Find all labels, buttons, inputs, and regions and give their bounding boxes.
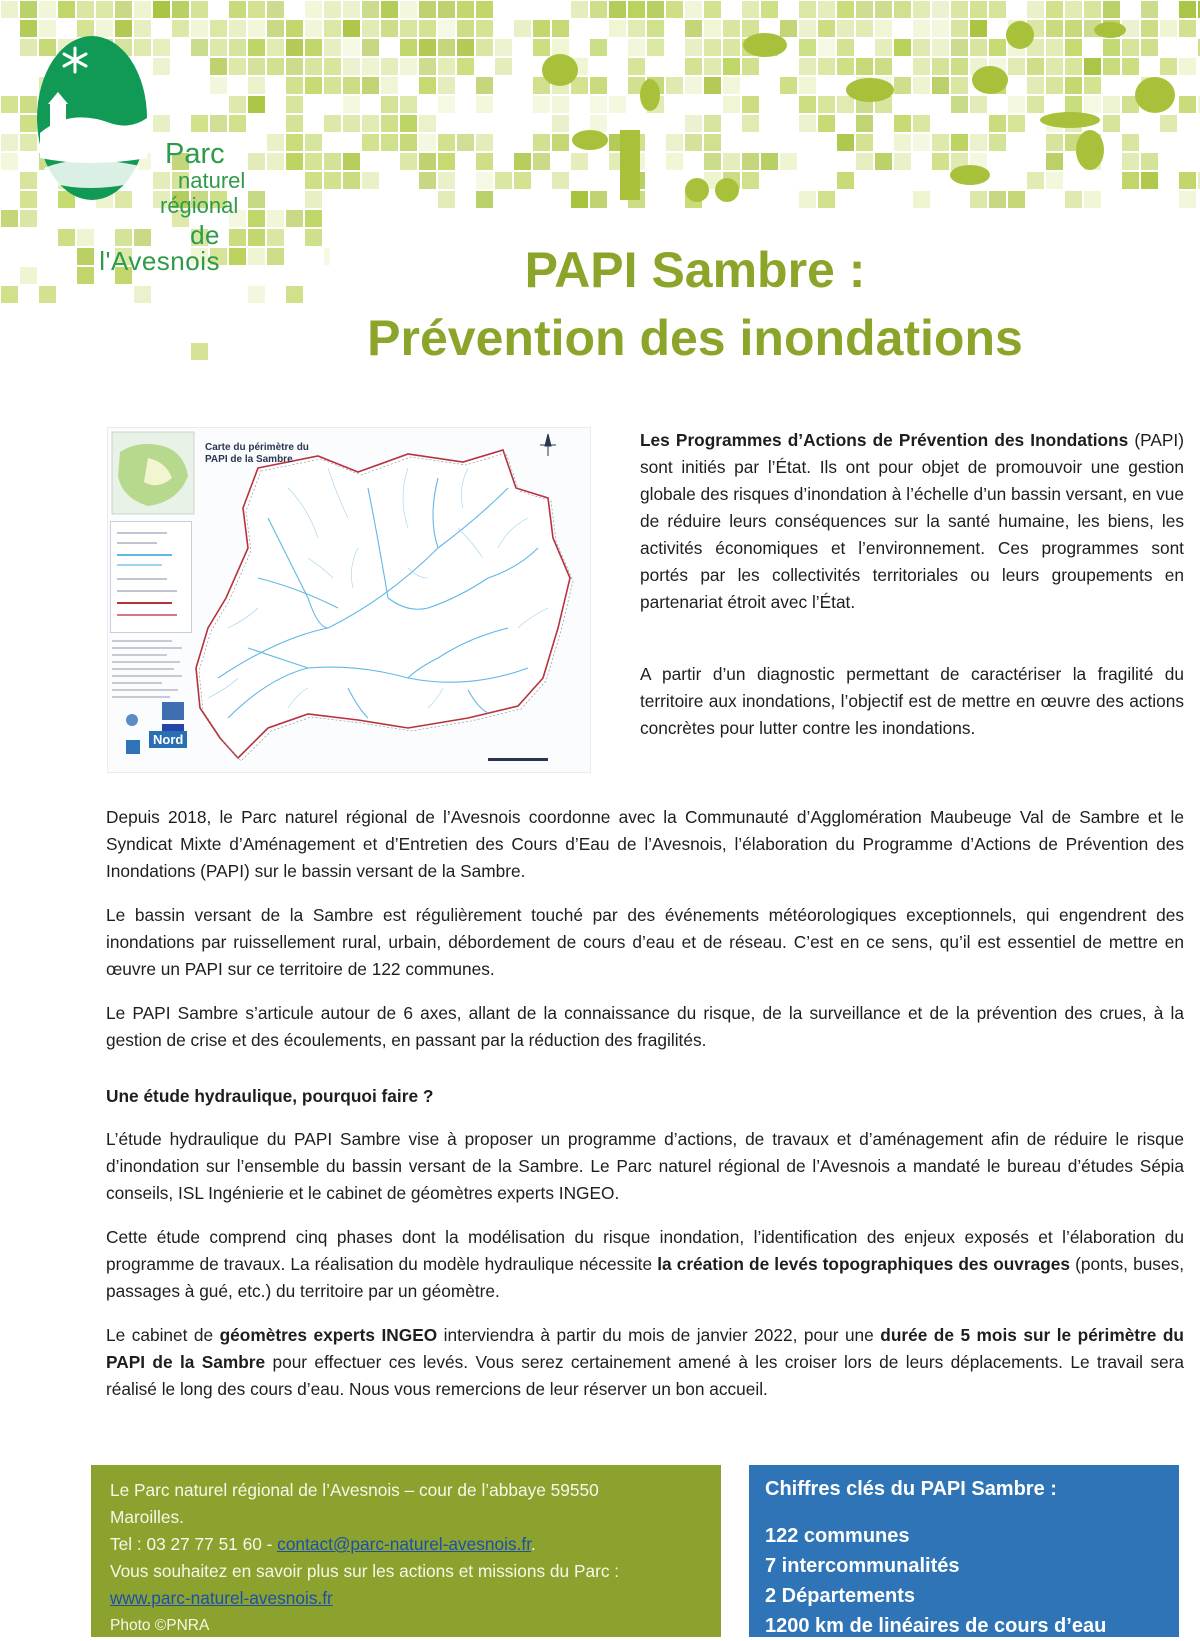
compass-icon	[540, 434, 556, 456]
map-legend	[110, 521, 192, 633]
logo-line-naturel: naturel	[178, 168, 246, 193]
body-paragraph-5-bold: la création de levés topographiques des ouvrages	[657, 1254, 1071, 1274]
contact-phone: Tel : 03 27 77 51 60 -	[110, 1534, 278, 1554]
contact-website-line	[110, 1585, 333, 1612]
map-title-line2: PAPI de la Sambre	[205, 454, 293, 465]
basin-perimeter	[196, 450, 570, 758]
park-logo	[30, 18, 246, 276]
body-paragraph-5-text-c: (ponts, buses, passages à gué, etc.) du territoire par un géomètre.	[106, 1254, 1184, 1301]
sambre-basin-map	[107, 427, 591, 773]
body-paragraph-2: Le bassin versant de la Sambre est régulièrement touché par des événements météorologiques exceptionnels, qui engendrent des inondations par ruissellement rural, urbain, débordement de cours d’eau et de réseau. C’est en ce sens, qu’il est essentiel de mettre en œuvre un PAPI sur ce territoire de 122 communes.	[106, 905, 1184, 979]
body-paragraph-6-bold-2: durée de 5 mois sur le périmètre du PAPI de la Sambre	[106, 1325, 1184, 1372]
key-figure-item: 122 communes	[765, 1525, 910, 1547]
logo-line-regional: régional	[160, 193, 239, 218]
body-paragraph-6-text-c: pour effectuer ces levés. Vous serez certainement amené à les croiser lors de leurs déplacements. Le travail sera réalisé le long des cours d’eau. Nous vous remercions de leur réserver un bon accueil.	[106, 1352, 1184, 1399]
body-paragraph-6-bold-1: géomètres experts INGEO	[219, 1325, 438, 1345]
body-paragraph-3: Le PAPI Sambre s’articule autour de 6 axes, allant de la connaissance du risque, de la surveillance et de la prévention des crues, à la gestion de crise et des écoulements, en passant par la réduction des fragilités.	[106, 1003, 1184, 1050]
map-sources-notes	[110, 638, 188, 708]
contact-email-link[interactable]: contact@parc-naturel-avesnois.fr	[277, 1534, 532, 1554]
contact-address-line2: Maroilles.	[110, 1507, 184, 1527]
body-paragraph-6-text-b: interviendra à partir du mois de janvier 2022, pour une	[437, 1325, 881, 1345]
contact-address-line1: Le Parc naturel régional de l’Avesnois – cour de l’abbaye 59550	[110, 1480, 599, 1500]
intro-paragraph-2: A partir d’un diagnostic permettant de caractériser la fragilité du territoire aux inondations, l’objectif est de mettre en œuvre des actions concrètes pour lutter contre les inondations.	[640, 664, 1184, 738]
body-paragraph-6-text-a: Le cabinet de	[106, 1325, 220, 1345]
body-paragraph-1: Depuis 2018, le Parc naturel régional de l’Avesnois coordonne avec la Communauté d’Agglomération Maubeuge Val de Sambre et le Syndicat Mixte d’Aménagement et d’Entretien des Cours d’Eau de l’Avesnois, l’élaboration du Programme d’Actions de Prévention des Inondations (PAPI) sur le bassin versant de la Sambre.	[106, 807, 1184, 881]
nord-department-logo: Nord	[149, 731, 187, 748]
map-title-line1: Carte du périmètre du	[205, 442, 309, 453]
map-title	[205, 442, 309, 466]
body-paragraph-6	[106, 1322, 1184, 1403]
contact-more-info: Vous souhaitez en savoir plus sur les actions et missions du Parc :	[110, 1561, 620, 1581]
body-paragraph-4: L’étude hydraulique du PAPI Sambre vise à proposer un programme d’actions, de travaux et d’aménagement afin de réduire le risque d’inondation sur l’ensemble du bassin versant de la Sambre. Le Parc naturel régional de l’Avesnois a mandaté le bureau d’études Sépia conseils, ISL Ingénierie et le cabinet de géomètres experts INGEO.	[106, 1129, 1184, 1203]
key-figure-item: 7 intercommunalités	[765, 1555, 960, 1577]
intro-paragraph-1	[640, 427, 1184, 616]
key-figures-title: Chiffres clés du PAPI Sambre :	[765, 1478, 1057, 1500]
logo-line-avesnois: de l'Avesnois	[99, 220, 220, 276]
intro-paragraph-1-text: (PAPI) sont initiés par l’État. Ils ont pour objet de promouvoir une gestion globale des risques d’inondation à l’échelle d’un bassin versant, en vue de réduire leurs conséquences sur la santé humaine, les biens, les activités économiques et l’environnement. Ces programmes sont portés par les collectivités territoriales ou leurs groupements en partenariat étroit avec l’État.	[640, 430, 1184, 612]
contact-box	[91, 1465, 721, 1637]
key-figures-box	[749, 1465, 1179, 1637]
page-title	[300, 236, 1090, 372]
body-paragraph-5	[106, 1224, 1184, 1305]
key-figure-item: 1200 km de linéaires de cours d’eau	[765, 1615, 1107, 1637]
photo-credit: Photo ©PNRA	[110, 1617, 210, 1634]
body-paragraph-5-text-a: Cette étude comprend cinq phases dont la modélisation du risque inondation, l’identification des enjeux exposés et l’élaboration du programme de travaux. La réalisation du modèle hydraulique nécessite	[106, 1227, 1184, 1274]
website-link[interactable]: www.parc-naturel-avesnois.fr	[110, 1588, 333, 1608]
intro-paragraph-1-bold: Les Programmes d’Actions de Prévention des Inondations	[640, 430, 1129, 450]
contact-email-suffix: .	[531, 1534, 536, 1554]
page-title-line1: PAPI Sambre :	[524, 242, 866, 298]
page-title-line2: Prévention des inondations	[367, 310, 1023, 366]
key-figure-item: 2 Départements	[765, 1585, 916, 1607]
contact-phone-line	[110, 1531, 536, 1558]
logo-line-parc: Parc	[165, 138, 225, 170]
study-heading: Une étude hydraulique, pourquoi faire ?	[106, 1086, 434, 1106]
